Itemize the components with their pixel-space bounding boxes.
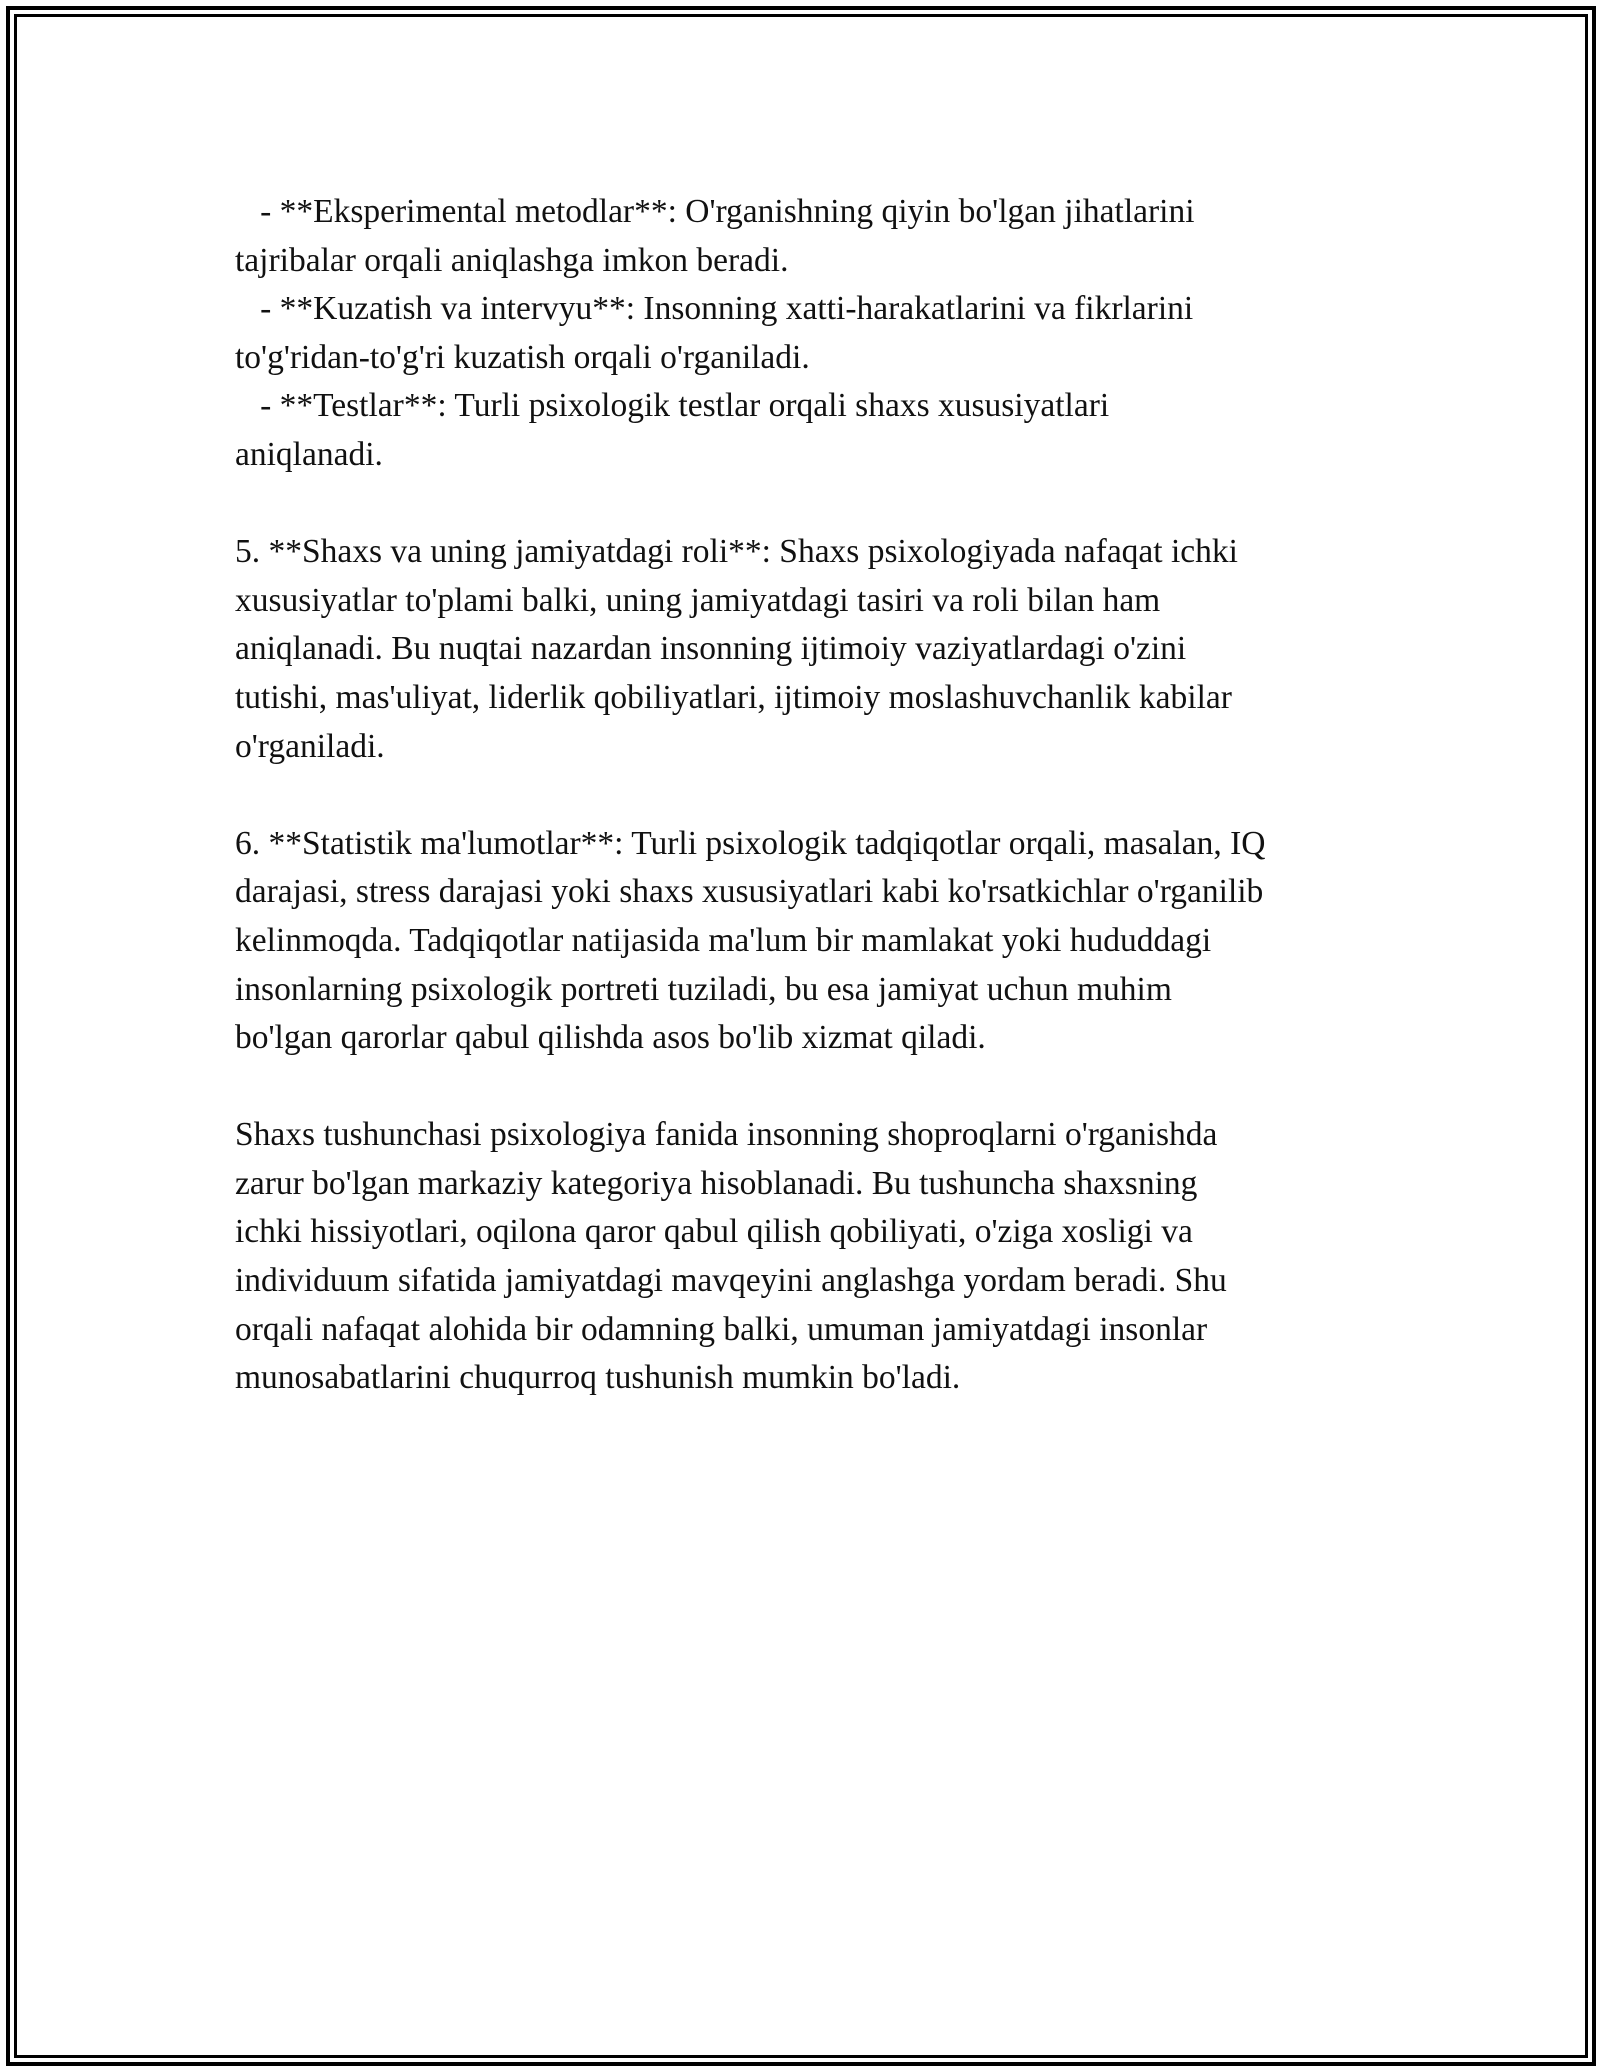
method-list <box>235 188 1385 480</box>
text-line: kelinmoqda. Tadqiqotlar natijasida ma'lum bir mamlakat yoki hududdagi <box>235 921 1212 959</box>
text-line: 5. **Shaxs va uning jamiyatdagi roli**: Shaxs psixologiyada nafaqat ichki <box>235 533 1238 571</box>
conclusion-paragraph <box>235 1111 1385 1403</box>
section-5-paragraph <box>235 528 1385 771</box>
paragraph-spacer <box>235 480 1385 529</box>
bullet-experimental-methods <box>235 188 1385 285</box>
section-6-paragraph <box>235 820 1385 1063</box>
document-body <box>235 188 1385 1403</box>
text-line: 6. **Statistik ma'lumotlar**: Turli psixologik tadqiqotlar orqali, masalan, IQ <box>235 824 1266 862</box>
text-line: munosabatlarini chuqurroq tushunish mumkin bo'ladi. <box>235 1359 961 1397</box>
text-line: - **Eksperimental metodlar**: O'rganishning qiyin bo'lgan jihatlarini <box>235 193 1195 230</box>
text-line: tutishi, mas'uliyat, liderlik qobiliyatlari, ijtimoiy moslashuvchanlik kabilar <box>235 678 1232 716</box>
text-line: darajasi, stress darajasi yoki shaxs xususiyatlari kabi ko'rsatkichlar o'rganilib <box>235 873 1264 911</box>
paragraph-spacer <box>235 1063 1385 1112</box>
text-line: orqali nafaqat alohida bir odamning balki, umuman jamiyatdagi insonlar <box>235 1310 1208 1348</box>
bullet-observation-interview <box>235 285 1385 382</box>
text-line: Shaxs tushunchasi psixologiya fanida insonning shoproqlarni o'rganishda <box>235 1116 1218 1154</box>
text-line: bo'lgan qarorlar qabul qilishda asos bo'lib xizmat qiladi. <box>235 1019 986 1057</box>
text-line: tajribalar orqali aniqlashga imkon beradi. <box>235 241 789 279</box>
text-line: zarur bo'lgan markaziy kategoriya hisoblanadi. Bu tushuncha shaxsning <box>235 1164 1198 1202</box>
text-line: aniqlanadi. Bu nuqtai nazardan insonning ijtimoiy vaziyatlardagi o'zini <box>235 630 1187 668</box>
bullet-tests <box>235 382 1385 479</box>
text-line: to'g'ridan-to'g'ri kuzatish orqali o'rganiladi. <box>235 338 810 376</box>
text-line: ichki hissiyotlari, oqilona qaror qabul qilish qobiliyati, o'ziga xosligi va <box>235 1213 1193 1251</box>
text-line: xususiyatlar to'plami balki, uning jamiyatdagi tasiri va roli bilan ham <box>235 581 1161 619</box>
text-line: individuum sifatida jamiyatdagi mavqeyini anglashga yordam beradi. Shu <box>235 1262 1227 1300</box>
text-line: insonlarning psixologik portreti tuziladi, bu esa jamiyat uchun muhim <box>235 970 1172 1008</box>
text-line: o'rganiladi. <box>235 727 385 765</box>
text-line: - **Testlar**: Turli psixologik testlar orqali shaxs xususiyatlari <box>235 387 1110 425</box>
text-line: - **Kuzatish va intervyu**: Insonning xatti-harakatlarini va fikrlarini <box>235 290 1194 328</box>
text-line: aniqlanadi. <box>235 435 383 473</box>
paragraph-spacer <box>235 771 1385 820</box>
